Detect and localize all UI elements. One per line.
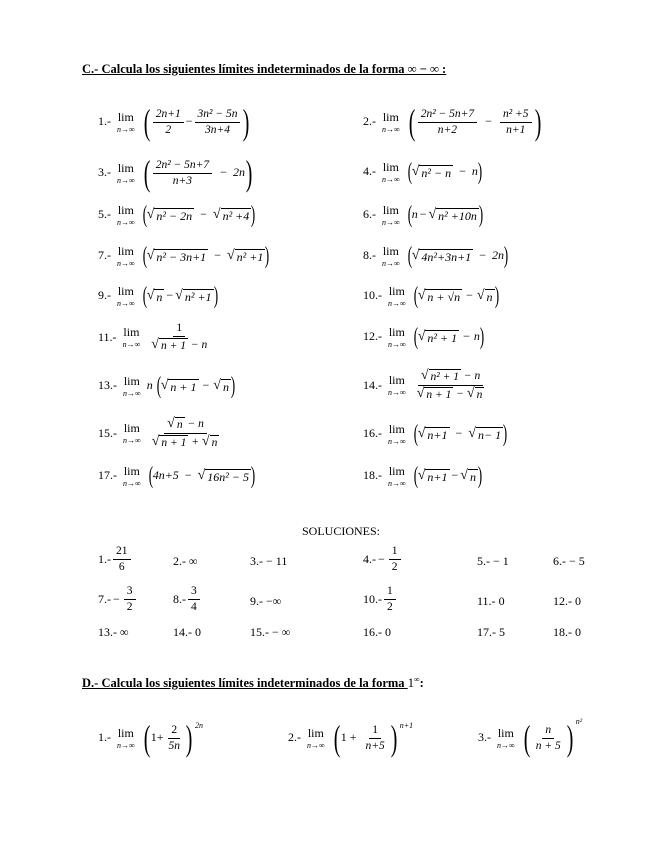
- solution-17: 17.- 5: [477, 625, 505, 639]
- problem-d-1: 1.- lim n→∞ ( 1+ $\frac{2}{5n}$ ) 2n: [98, 720, 203, 756]
- problem-d-3: 3.- lim n→∞ ( $\frac{n}{n + 5}$ ) n²: [478, 720, 582, 756]
- solution-4: 4.- − $\frac{1}{2}$: [363, 545, 403, 574]
- problem-c-13: 13.- lim n→∞ n ( √ n + 1 − √ n ): [98, 374, 237, 398]
- solution-8: 8.- $\frac{3}{4}$: [173, 585, 202, 614]
- solution-12: 12.- 0: [553, 594, 581, 608]
- solution-3: 3.- − 11: [250, 554, 288, 568]
- section-c-heading: C.- Calcula los siguientes límites indeterminados de la forma ∞ − ∞ :: [82, 62, 447, 76]
- solution-15: 15.- − ∞: [250, 625, 291, 639]
- problem-c-18: 18.- lim n→∞ ( √ n+1 − √ n ): [363, 464, 484, 488]
- problem-c-6: 6.- lim n→∞ ( n − √ n² +10n ): [363, 203, 485, 227]
- solution-2: 2.- ∞: [173, 554, 198, 568]
- problem-c-11: 11.- lim n→∞ 1 √ n + 1 − n: [98, 322, 208, 352]
- problem-c-2: 2.- lim n→∞ ( $\frac{\text{2n² − 5n+7}}{n+2}$ − $\frac{\text{n² +5}}{n+1}$ ): [363, 104, 544, 140]
- problem-c-16: 16.- lim n→∞ ( √ n+1 − √ n− 1 ): [363, 422, 509, 446]
- problem-c-4: 4.- lim n→∞ ( √ n² − n − n ): [363, 160, 484, 184]
- solution-5: 5.- − 1: [477, 554, 509, 568]
- problem-c-9: 9.- lim n→∞ ( √ n − √ n² +1 ): [98, 284, 220, 308]
- problem-c-3: 3.- lim n→∞ ( $\frac{\text{2n² − 5n+7}}{n+3}$ − 2n ): [98, 155, 255, 191]
- solution-14: 14.- 0: [173, 625, 201, 639]
- problem-c-8: 8.- lim n→∞ ( √ 4n²+3n+1 − 2n ): [363, 244, 510, 268]
- lim-operator: lim n→∞: [117, 109, 135, 134]
- problem-c-10: 10.- lim n→∞ ( √ n + √n − √ n ): [363, 284, 501, 308]
- problem-c-14: 14.- lim n→∞ √ n² + 1 − n √ n + 1 − √ n: [363, 368, 483, 401]
- solution-16: 16.- 0: [363, 625, 391, 639]
- solution-9: 9.- −∞: [250, 594, 282, 608]
- solution-6: 6.- − 5: [553, 554, 585, 568]
- problem-c-1: 1.- lim n→∞ ( $\frac{2n+1}{2}$ − $\frac{\text{3n² − 5n}}{3n+4}$ ): [98, 104, 252, 140]
- solution-11: 11.- 0: [477, 594, 505, 608]
- section-d-heading: D.- Calcula los siguientes límites indeterminados de la forma 1∞:: [82, 675, 424, 691]
- problem-c-7: 7.- lim n→∞ ( √ n² − 3n+1 − √ n² +1 ): [98, 244, 271, 268]
- solution-18: 18.- 0: [553, 625, 581, 639]
- problem-d-2: 2.- lim n→∞ ( 1 + $\frac{1}{n+5}$ ) n+1: [288, 720, 413, 756]
- solution-1: 1.- $\frac{21}{6}$: [98, 545, 133, 574]
- solution-10: 10.- $\frac{1}{2}$: [363, 585, 398, 614]
- solution-7: 7.- − $\frac{3}{2}$: [98, 585, 138, 614]
- problem-c-12: 12.- lim n→∞ ( √ n² + 1 − n ): [363, 325, 486, 349]
- problem-c-15: 15.- lim n→∞ √ n − n √ n + 1 + √ n: [98, 416, 218, 449]
- problem-c-17: 17.- lim n→∞ ( 4n+5 − √ 16n² − 5 ): [98, 464, 257, 488]
- solution-13: 13.- ∞: [98, 625, 129, 639]
- problem-c-5: 5.- lim n→∞ ( √ n² − 2n − √ n² +4 ): [98, 203, 257, 227]
- solutions-title: SOLUCIONES:: [302, 524, 381, 538]
